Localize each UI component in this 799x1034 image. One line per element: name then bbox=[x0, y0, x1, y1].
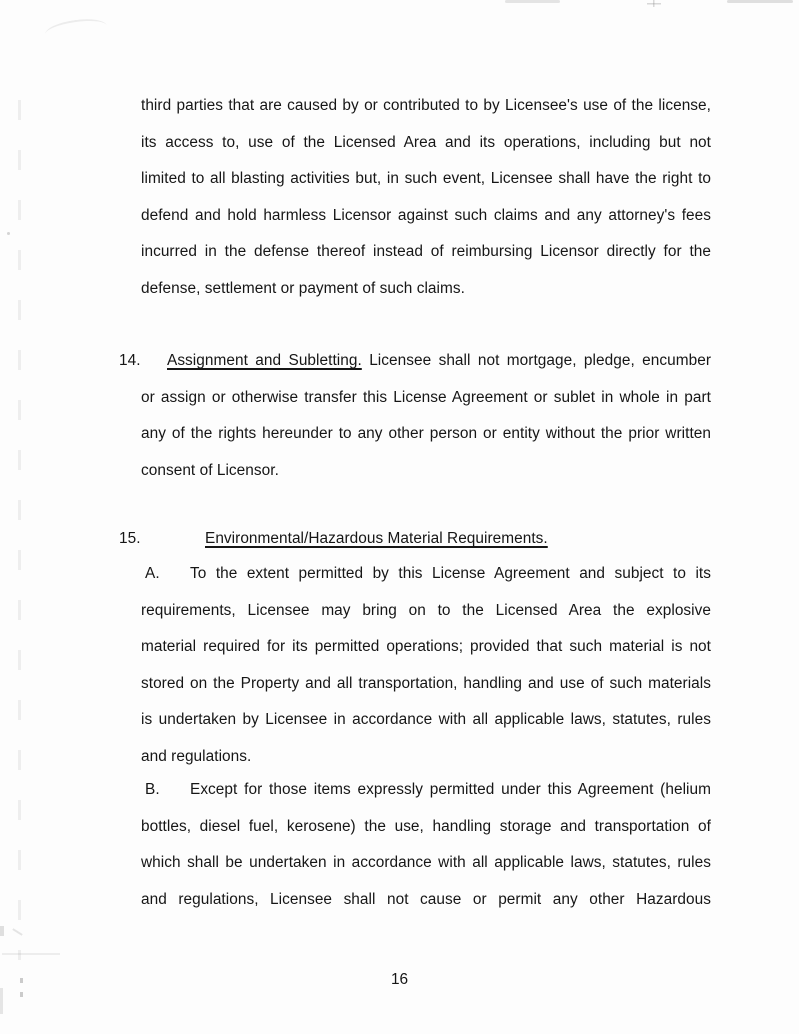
section-environmental-heading bbox=[119, 521, 711, 558]
section-15-number: 15. bbox=[119, 530, 141, 547]
subsection-b bbox=[141, 772, 711, 918]
scan-artifact-topleft-squiggle bbox=[44, 16, 108, 44]
scan-artifact-left-edge-dashes bbox=[18, 100, 21, 960]
scan-artifact-bottomleft-5 bbox=[20, 992, 23, 997]
scan-artifact-bottomleft-2 bbox=[12, 928, 22, 936]
page-number: 16 bbox=[390, 971, 409, 988]
section-14-number: 14. bbox=[119, 352, 141, 369]
paragraph-lines: To the extent permitted by this License Agreement and subject to its requirements, Licensee may bring on to the Licensed Area the explosive material required for its permitted operations; provided that such material is not stored on the Property and all transportation, handling and use of such materials is undertaken by Licensee in accordance with all applicable laws, statutes, rules and regulations. bbox=[141, 565, 711, 765]
heading-line: Environmental/Hazardous Material Requirements. bbox=[205, 530, 548, 547]
subsection-b-label: B. bbox=[145, 781, 160, 798]
scan-artifact-top-cross-mark bbox=[647, 0, 661, 7]
subsection-a bbox=[141, 556, 711, 776]
paragraph-lines: third parties that are caused by or contributed to by Licensee's use of the license, its access to, use of the Licensed Area and its operations, including but not limited to all blasting activities but, in such event, Licensee shall have the right to defend and hold harmless Licensor against such claims and any attorney's fees incurred in the defense thereof instead of reimbursing Licensor directly for the defense, settlement or payment of such claims. bbox=[141, 97, 711, 297]
scan-artifact-bottomleft-1 bbox=[0, 926, 4, 936]
scan-artifact-top-smudge-2 bbox=[727, 0, 793, 3]
section-assignment-and-subletting bbox=[119, 343, 712, 489]
paragraph-lines: Except for those items expressly permitted under this Agreement (helium bottles, diesel fuel, kerosene) the use, handling storage and transportation of which shall be undertaken in accordance with all applicable laws, statutes, rules and regulations, Licensee shall not cause or permit any other Hazardous bbox=[141, 781, 711, 908]
paragraph-continuation bbox=[141, 88, 711, 308]
scan-artifact-top-smudge-1 bbox=[505, 0, 560, 3]
scan-artifact-bottomleft-6 bbox=[0, 988, 3, 1014]
subsection-a-label: A. bbox=[145, 565, 160, 582]
paragraph-lines: Assignment and Subletting. Licensee shall not mortgage, pledge, encumber or assign or otherwise transfer this License Agreement or sublet in whole in part any of the rights hereunder to any other person or entity without the prior written consent of Licensor. bbox=[141, 352, 712, 479]
scan-artifact-left-dot bbox=[7, 232, 10, 235]
scan-artifact-bottomleft-3 bbox=[2, 953, 60, 955]
